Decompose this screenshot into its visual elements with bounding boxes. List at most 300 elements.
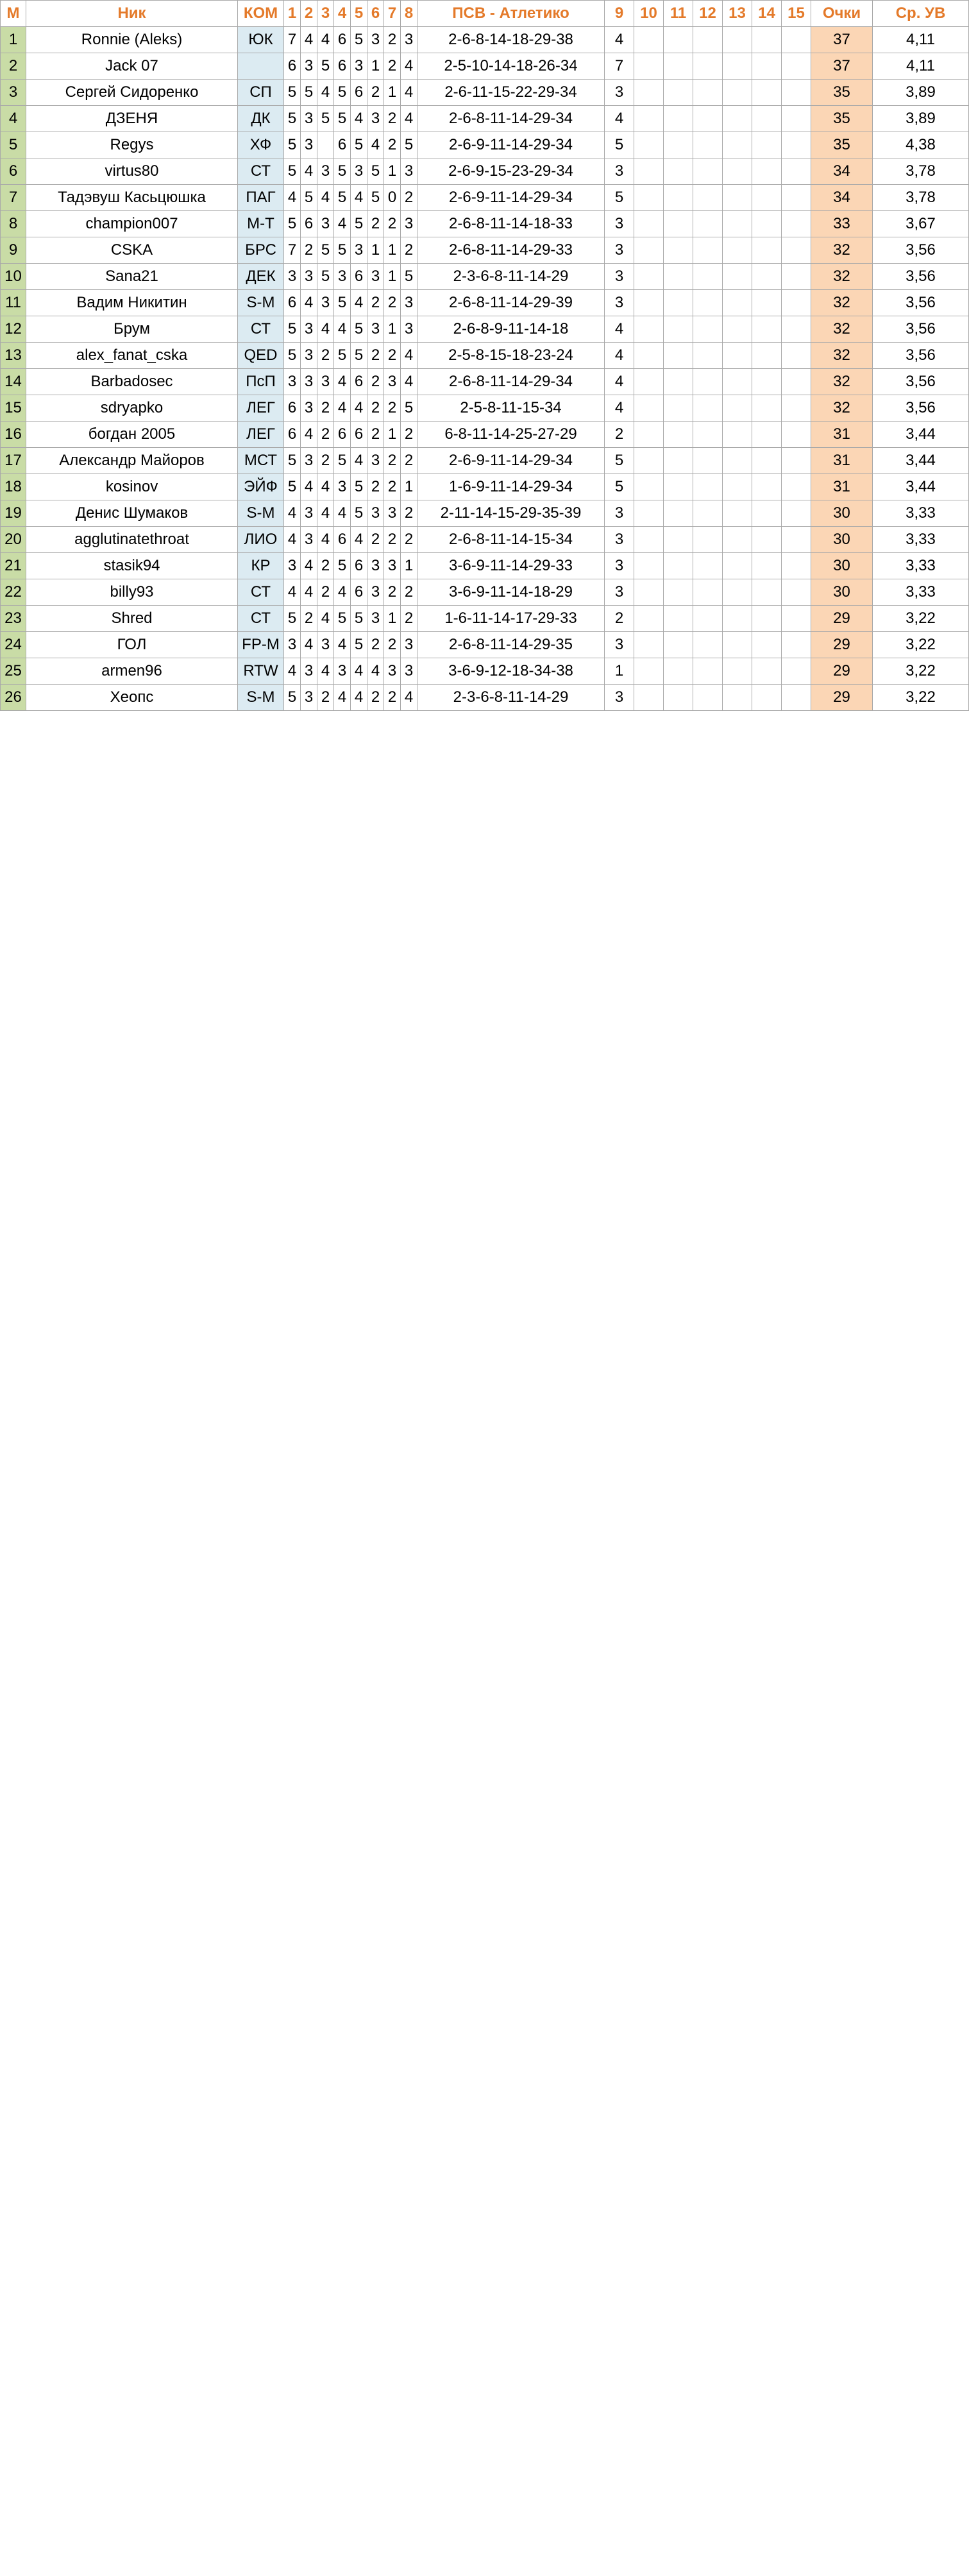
empty-round-cell [723, 264, 752, 290]
empty-round-cell [782, 211, 811, 237]
header-place: М [1, 1, 26, 27]
team-cell: S-M [238, 685, 284, 711]
round-score-cell: 4 [317, 527, 334, 553]
pick-cell: 2-6-8-11-14-18-33 [417, 211, 605, 237]
round-score-cell: 4 [284, 658, 301, 685]
empty-round-cell [782, 343, 811, 369]
empty-round-cell [752, 685, 782, 711]
round-score-cell: 5 [284, 343, 301, 369]
nick-cell: agglutinatethroat [26, 527, 238, 553]
empty-round-cell [634, 448, 664, 474]
avg-cell: 3,56 [873, 290, 969, 316]
round-score-cell: 5 [351, 211, 367, 237]
table-row [1, 500, 969, 527]
round9-cell: 3 [605, 527, 634, 553]
empty-round-cell [723, 369, 752, 395]
empty-round-cell [634, 579, 664, 606]
empty-round-cell [634, 132, 664, 158]
place-cell: 24 [1, 632, 26, 658]
round9-cell: 3 [605, 553, 634, 579]
round-score-cell: 3 [367, 316, 384, 343]
empty-round-cell [723, 606, 752, 632]
round-score-cell: 2 [367, 422, 384, 448]
empty-round-cell [634, 158, 664, 185]
avg-cell: 3,44 [873, 422, 969, 448]
empty-round-cell [664, 658, 693, 685]
round-score-cell: 7 [284, 27, 301, 53]
empty-round-cell [693, 395, 723, 422]
empty-round-cell [752, 211, 782, 237]
empty-round-cell [634, 185, 664, 211]
round-score-cell: 4 [351, 527, 367, 553]
round-score-cell: 5 [351, 606, 367, 632]
empty-round-cell [693, 343, 723, 369]
round-score-cell: 2 [384, 579, 401, 606]
round9-cell: 3 [605, 158, 634, 185]
empty-round-cell [782, 658, 811, 685]
round-score-cell: 5 [284, 474, 301, 500]
round-score-cell: 3 [401, 658, 417, 685]
round-score-cell: 4 [301, 422, 317, 448]
round-score-cell: 5 [284, 132, 301, 158]
empty-round-cell [723, 422, 752, 448]
empty-round-cell [752, 106, 782, 132]
round-score-cell: 4 [351, 448, 367, 474]
empty-round-cell [664, 80, 693, 106]
round-score-cell: 6 [351, 369, 367, 395]
round-score-cell: 1 [367, 237, 384, 264]
table-row [1, 237, 969, 264]
team-cell: СТ [238, 579, 284, 606]
nick-cell: Ronnie (Aleks) [26, 27, 238, 53]
pick-cell: 2-5-10-14-18-26-34 [417, 53, 605, 80]
pick-cell: 2-6-8-11-14-29-35 [417, 632, 605, 658]
empty-round-cell [752, 632, 782, 658]
round-score-cell: 3 [401, 27, 417, 53]
empty-round-cell [693, 237, 723, 264]
round-score-cell: 3 [301, 685, 317, 711]
empty-round-cell [664, 369, 693, 395]
avg-cell: 3,56 [873, 395, 969, 422]
round-score-cell: 5 [334, 80, 351, 106]
round-score-cell: 4 [317, 316, 334, 343]
team-cell: ПАГ [238, 185, 284, 211]
empty-round-cell [664, 632, 693, 658]
round-score-cell: 3 [284, 264, 301, 290]
nick-cell: Sana21 [26, 264, 238, 290]
round9-cell: 3 [605, 80, 634, 106]
round-score-cell: 4 [284, 527, 301, 553]
empty-round-cell [634, 685, 664, 711]
pick-cell: 2-6-9-15-23-29-34 [417, 158, 605, 185]
round-score-cell: 2 [317, 422, 334, 448]
empty-round-cell [752, 264, 782, 290]
round-score-cell: 4 [317, 27, 334, 53]
points-cell: 29 [811, 606, 873, 632]
round-score-cell: 2 [367, 369, 384, 395]
empty-round-cell [664, 685, 693, 711]
header-nick: Ник [26, 1, 238, 27]
round-score-cell: 2 [384, 395, 401, 422]
round-score-cell: 3 [334, 264, 351, 290]
round-score-cell: 3 [301, 395, 317, 422]
empty-round-cell [782, 553, 811, 579]
points-cell: 35 [811, 106, 873, 132]
points-cell: 32 [811, 316, 873, 343]
round-score-cell: 4 [334, 632, 351, 658]
team-cell: БРС [238, 237, 284, 264]
round-score-cell: 4 [301, 553, 317, 579]
pick-cell: 2-6-11-15-22-29-34 [417, 80, 605, 106]
round-score-cell: 3 [317, 211, 334, 237]
round-score-cell: 5 [351, 632, 367, 658]
empty-round-cell [723, 237, 752, 264]
pick-cell: 2-5-8-15-18-23-24 [417, 343, 605, 369]
round-score-cell: 2 [367, 80, 384, 106]
header-round: 11 [664, 1, 693, 27]
avg-cell: 3,56 [873, 264, 969, 290]
round-score-cell: 2 [384, 106, 401, 132]
nick-cell: Вадим Никитин [26, 290, 238, 316]
empty-round-cell [723, 211, 752, 237]
pick-cell: 2-6-8-11-14-29-34 [417, 106, 605, 132]
empty-round-cell [723, 343, 752, 369]
empty-round-cell [634, 237, 664, 264]
round-score-cell: 2 [401, 237, 417, 264]
round-score-cell: 5 [351, 132, 367, 158]
round9-cell: 2 [605, 606, 634, 632]
round-score-cell: 2 [384, 343, 401, 369]
empty-round-cell [634, 53, 664, 80]
empty-round-cell [752, 185, 782, 211]
round-score-cell: 6 [284, 290, 301, 316]
round-score-cell: 3 [401, 632, 417, 658]
round-score-cell: 4 [351, 290, 367, 316]
avg-cell: 3,56 [873, 237, 969, 264]
empty-round-cell [782, 685, 811, 711]
empty-round-cell [664, 553, 693, 579]
team-cell: ХФ [238, 132, 284, 158]
table-row [1, 211, 969, 237]
empty-round-cell [782, 422, 811, 448]
round9-cell: 3 [605, 237, 634, 264]
round-score-cell: 2 [401, 448, 417, 474]
round-score-cell: 3 [401, 290, 417, 316]
avg-cell: 3,78 [873, 158, 969, 185]
header-round: 15 [782, 1, 811, 27]
round-score-cell: 5 [317, 106, 334, 132]
round-score-cell: 2 [401, 606, 417, 632]
table-row [1, 316, 969, 343]
empty-round-cell [782, 500, 811, 527]
round-score-cell: 3 [401, 211, 417, 237]
nick-cell: Александр Майоров [26, 448, 238, 474]
points-cell: 30 [811, 553, 873, 579]
round-score-cell: 5 [351, 500, 367, 527]
round9-cell: 3 [605, 500, 634, 527]
round-score-cell: 3 [334, 474, 351, 500]
place-cell: 9 [1, 237, 26, 264]
empty-round-cell [664, 448, 693, 474]
empty-round-cell [782, 579, 811, 606]
round-score-cell: 6 [334, 422, 351, 448]
nick-cell: stasik94 [26, 553, 238, 579]
round-score-cell: 3 [384, 658, 401, 685]
points-cell: 32 [811, 395, 873, 422]
empty-round-cell [782, 632, 811, 658]
empty-round-cell [664, 395, 693, 422]
round-score-cell: 2 [317, 343, 334, 369]
points-cell: 30 [811, 500, 873, 527]
points-cell: 35 [811, 132, 873, 158]
team-cell: ЭЙФ [238, 474, 284, 500]
round-score-cell: 5 [401, 132, 417, 158]
round-score-cell: 3 [384, 553, 401, 579]
round-score-cell: 4 [317, 185, 334, 211]
empty-round-cell [693, 658, 723, 685]
nick-cell: Shred [26, 606, 238, 632]
round-score-cell: 3 [301, 343, 317, 369]
team-cell: ДК [238, 106, 284, 132]
round-score-cell: 4 [401, 685, 417, 711]
empty-round-cell [723, 579, 752, 606]
round-score-cell: 5 [367, 185, 384, 211]
table-row [1, 632, 969, 658]
round-score-cell: 4 [284, 579, 301, 606]
empty-round-cell [634, 553, 664, 579]
round-score-cell: 5 [284, 80, 301, 106]
table-row [1, 474, 969, 500]
table-row [1, 158, 969, 185]
empty-round-cell [693, 211, 723, 237]
round9-cell: 5 [605, 185, 634, 211]
empty-round-cell [693, 27, 723, 53]
table-row [1, 53, 969, 80]
empty-round-cell [693, 316, 723, 343]
empty-round-cell [752, 395, 782, 422]
empty-round-cell [634, 27, 664, 53]
team-cell [238, 53, 284, 80]
pick-cell: 3-6-9-11-14-18-29 [417, 579, 605, 606]
empty-round-cell [752, 132, 782, 158]
round-score-cell: 2 [384, 685, 401, 711]
round-score-cell: 5 [351, 316, 367, 343]
empty-round-cell [782, 316, 811, 343]
empty-round-cell [752, 316, 782, 343]
round-score-cell: 6 [334, 527, 351, 553]
round-score-cell: 2 [317, 448, 334, 474]
round-score-cell: 3 [367, 106, 384, 132]
round-score-cell: 5 [317, 53, 334, 80]
round-score-cell: 2 [384, 211, 401, 237]
empty-round-cell [752, 53, 782, 80]
empty-round-cell [634, 527, 664, 553]
place-cell: 5 [1, 132, 26, 158]
round-score-cell: 3 [301, 369, 317, 395]
empty-round-cell [664, 474, 693, 500]
round-score-cell: 1 [384, 316, 401, 343]
round-score-cell: 5 [284, 106, 301, 132]
round-score-cell: 5 [334, 158, 351, 185]
header-round: 13 [723, 1, 752, 27]
place-cell: 13 [1, 343, 26, 369]
team-cell: М-Т [238, 211, 284, 237]
empty-round-cell [693, 500, 723, 527]
team-cell: RTW [238, 658, 284, 685]
round-score-cell: 2 [401, 185, 417, 211]
empty-round-cell [782, 369, 811, 395]
pick-cell: 2-6-8-14-18-29-38 [417, 27, 605, 53]
points-cell: 32 [811, 237, 873, 264]
table-row [1, 106, 969, 132]
table-row [1, 685, 969, 711]
round9-cell: 5 [605, 132, 634, 158]
avg-cell: 4,38 [873, 132, 969, 158]
nick-cell: champion007 [26, 211, 238, 237]
team-cell: QED [238, 343, 284, 369]
empty-round-cell [752, 579, 782, 606]
empty-round-cell [723, 106, 752, 132]
round-score-cell: 5 [401, 264, 417, 290]
round-score-cell: 5 [334, 237, 351, 264]
empty-round-cell [664, 579, 693, 606]
team-cell: S-M [238, 500, 284, 527]
round-score-cell: 1 [401, 553, 417, 579]
nick-cell: богдан 2005 [26, 422, 238, 448]
round-score-cell: 3 [284, 632, 301, 658]
table-row [1, 579, 969, 606]
table-row [1, 369, 969, 395]
round-score-cell: 3 [301, 448, 317, 474]
round-score-cell: 4 [334, 211, 351, 237]
round-score-cell: 3 [351, 158, 367, 185]
round-score-cell: 5 [317, 264, 334, 290]
round-score-cell: 2 [384, 448, 401, 474]
table-row [1, 343, 969, 369]
team-cell: ПсП [238, 369, 284, 395]
round-score-cell: 6 [284, 395, 301, 422]
round-score-cell: 4 [334, 579, 351, 606]
header-match: ПСВ - Атлетико [417, 1, 605, 27]
empty-round-cell [634, 264, 664, 290]
round-score-cell: 3 [301, 316, 317, 343]
round-score-cell: 5 [334, 185, 351, 211]
round-score-cell [317, 132, 334, 158]
empty-round-cell [634, 211, 664, 237]
empty-round-cell [723, 158, 752, 185]
round-score-cell: 4 [317, 500, 334, 527]
empty-round-cell [634, 422, 664, 448]
table-body [1, 27, 969, 711]
round-score-cell: 6 [334, 27, 351, 53]
round-score-cell: 6 [351, 264, 367, 290]
pick-cell: 1-6-11-14-17-29-33 [417, 606, 605, 632]
round-score-cell: 2 [384, 632, 401, 658]
team-cell: СТ [238, 158, 284, 185]
round-score-cell: 2 [384, 290, 401, 316]
round-score-cell: 2 [317, 395, 334, 422]
round-score-cell: 5 [301, 185, 317, 211]
points-cell: 33 [811, 211, 873, 237]
nick-cell: alex_fanat_cska [26, 343, 238, 369]
table-header-row [1, 1, 969, 27]
empty-round-cell [664, 606, 693, 632]
round-score-cell: 2 [384, 474, 401, 500]
round-score-cell: 6 [301, 211, 317, 237]
empty-round-cell [634, 500, 664, 527]
empty-round-cell [693, 474, 723, 500]
round-score-cell: 1 [384, 237, 401, 264]
round-score-cell: 3 [334, 658, 351, 685]
avg-cell: 3,89 [873, 106, 969, 132]
empty-round-cell [723, 80, 752, 106]
empty-round-cell [664, 106, 693, 132]
nick-cell: Сергей Сидоренко [26, 80, 238, 106]
empty-round-cell [782, 132, 811, 158]
header-round: 1 [284, 1, 301, 27]
round-score-cell: 2 [367, 632, 384, 658]
place-cell: 3 [1, 80, 26, 106]
round-score-cell: 4 [334, 685, 351, 711]
round-score-cell: 4 [351, 106, 367, 132]
round-score-cell: 3 [384, 500, 401, 527]
header-round: 5 [351, 1, 367, 27]
empty-round-cell [693, 632, 723, 658]
empty-round-cell [664, 500, 693, 527]
empty-round-cell [693, 185, 723, 211]
empty-round-cell [664, 290, 693, 316]
pick-cell: 2-6-9-11-14-29-34 [417, 448, 605, 474]
round9-cell: 7 [605, 53, 634, 80]
avg-cell: 3,44 [873, 474, 969, 500]
empty-round-cell [723, 185, 752, 211]
round-score-cell: 6 [351, 422, 367, 448]
empty-round-cell [693, 53, 723, 80]
round9-cell: 4 [605, 316, 634, 343]
round-score-cell: 4 [317, 80, 334, 106]
round-score-cell: 6 [334, 132, 351, 158]
round-score-cell: 2 [317, 579, 334, 606]
round-score-cell: 2 [367, 211, 384, 237]
empty-round-cell [634, 106, 664, 132]
header-team: КОМ [238, 1, 284, 27]
empty-round-cell [723, 474, 752, 500]
empty-round-cell [782, 448, 811, 474]
empty-round-cell [634, 606, 664, 632]
table-row [1, 132, 969, 158]
round-score-cell: 4 [317, 658, 334, 685]
round9-cell: 2 [605, 422, 634, 448]
empty-round-cell [723, 27, 752, 53]
place-cell: 18 [1, 474, 26, 500]
round-score-cell: 2 [401, 422, 417, 448]
round9-cell: 3 [605, 211, 634, 237]
round-score-cell: 4 [401, 53, 417, 80]
nick-cell: ГОЛ [26, 632, 238, 658]
round-score-cell: 4 [301, 474, 317, 500]
round-score-cell: 3 [384, 369, 401, 395]
header-round: 2 [301, 1, 317, 27]
place-cell: 11 [1, 290, 26, 316]
round-score-cell: 1 [384, 264, 401, 290]
round-score-cell: 3 [351, 53, 367, 80]
round-score-cell: 5 [284, 448, 301, 474]
round-score-cell: 2 [367, 395, 384, 422]
round-score-cell: 1 [384, 158, 401, 185]
round9-cell: 4 [605, 343, 634, 369]
empty-round-cell [693, 132, 723, 158]
pick-cell: 2-6-9-11-14-29-34 [417, 132, 605, 158]
